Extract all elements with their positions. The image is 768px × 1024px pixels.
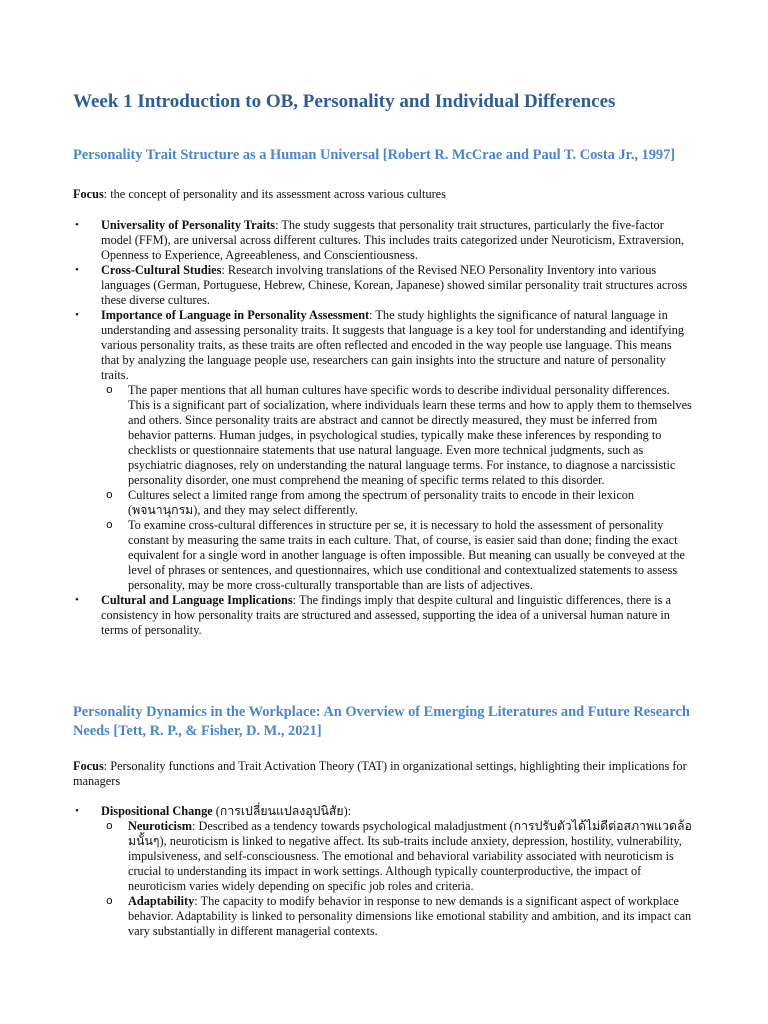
focus-line: Focus: Personality functions and Trait Activation Theory (TAT) in organizational settings, highlighting their implications for managers bbox=[73, 759, 687, 788]
sub-bullet-list bbox=[101, 383, 693, 593]
list-item: • Cultural and Language Implications: The findings imply that despite cultural and linguistic differences, there is a consistency in how personality traits are structured and assessed, supporting the idea of a universal human nature in terms of personality. bbox=[75, 593, 671, 637]
sub-list-item: o Adaptability: The capacity to modify behavior in response to new demands is a significant aspect of workplace behavior. Adaptability is linked to personality dimensions like emotional stability and ambition, and its impact can vary substantially in different managerial contexts. bbox=[106, 894, 692, 938]
sub-list-item: o Cultures select a limited range from among the spectrum of personality traits to encode in their lexicon (พจนานุกรม), and they may select differently. bbox=[106, 488, 635, 517]
section-mccrae-costa bbox=[73, 146, 693, 638]
section-heading: Personality Dynamics in the Workplace: An Overview of Emerging Literatures and Future Research Needs [Tett, R. P., & Fisher, D. M., 2021] bbox=[73, 704, 690, 739]
circle-bullet-icon: o bbox=[106, 894, 113, 907]
bullet-list bbox=[73, 804, 693, 939]
bullet-icon: • bbox=[75, 805, 79, 817]
list-item: • Importance of Language in Personality Assessment: The study highlights the significance of natural language in understanding and assessing personality traits. It suggests that language is a key tool for understanding and identifying various personality traits, as these traits are often reflected and encoded in the way people use language. This means that by analyzing the language people use, researchers can gain insights into the structure and nature of personality traits. o The paper mentions that all human cultures have specific words to describe individual personality differences. This is a significant part of socialization, where individuals learn these terms and how to apply them to themselves and others. Since personality traits are abstract and cannot be directly measured, they must be inferred from behavior patterns. Human judges, in psychological studies, typically make these inferences by responding to checklists or questionnaire statements that use natural language. Even more technical judgments, such as psychiatric diagnoses, rely on understanding the natural language terms. For instance, to diagnose a narcissistic personality disorder, one must comprehend the meaning of specific terms related to this disorder. o Cultures select a limited range from among the spectrum of personality traits to encode in their lexicon (พจนานุกรม), and they may select differently. o To examine cross-cultural differences in structure per se, it is necessary to hold the assessment of personality constant by measuring the same traits in each culture. That, of course, is easier said than done; finding the exact equivalent for a single word in another language is often impossible. But meaning can usually be conveyed at the level of phrases or sentences, and questionnaires, which use conditional and contextualized statements to assess personality, may be more cross-culturally transportable than are lists of adjectives. bbox=[75, 308, 692, 592]
page-title: Week 1 Introduction to OB, Personality and Individual Differences bbox=[73, 91, 616, 112]
bullet-icon: • bbox=[75, 594, 79, 606]
bullet-icon: • bbox=[75, 219, 79, 231]
sub-list-item: o The paper mentions that all human cultures have specific words to describe individual personality differences. This is a significant part of socialization, where individuals learn these terms and how to apply them to themselves and others. Since personality traits are abstract and cannot be directly measured, they must be inferred from behavior patterns. Human judges, in psychological studies, typically make these inferences by responding to checklists or questionnaire statements that use natural language. Even more technical judgments, such as psychiatric diagnoses, rely on understanding the natural language terms. For instance, to diagnose a narcissistic personality disorder, one must comprehend the meaning of specific terms related to this disorder. bbox=[106, 383, 692, 487]
section-tett-fisher bbox=[73, 703, 693, 939]
bullet-icon: • bbox=[75, 264, 79, 276]
sub-list-item: o To examine cross-cultural differences in structure per se, it is necessary to hold the assessment of personality constant by measuring the same traits in each culture. That, of course, is easier said than done; finding the exact equivalent for a single word in another language is often impossible. But meaning can usually be conveyed at the level of phrases or sentences, and questionnaires, which use conditional and contextualized statements to assess personality, may be more cross-culturally transportable than are lists of adjectives. bbox=[106, 518, 685, 592]
section-heading: Personality Trait Structure as a Human Universal [Robert R. McCrae and Paul T. Costa Jr., 1997] bbox=[73, 147, 676, 163]
sub-bullet-list bbox=[101, 819, 693, 939]
circle-bullet-icon: o bbox=[106, 488, 113, 501]
sub-list-item: o Neuroticism: Described as a tendency towards psychological maladjustment (การปรับตัวได้ไม่ดีต่อสภาพแวดล้อมนั้นๆ), neuroticism is linked to negative affect. Its sub-traits include anxiety, depression, hostility, vulnerability, impulsiveness, and self-consciousness. The emotional and behavioral variability associated with neuroticism is crucial to understanding its impact in work settings. Although typically counterproductive, the impact of neuroticism varies widely depending on specific job roles and criteria. bbox=[106, 819, 692, 893]
focus-line: Focus: the concept of personality and its assessment across various cultures bbox=[73, 187, 446, 201]
circle-bullet-icon: o bbox=[106, 518, 113, 531]
circle-bullet-icon: o bbox=[106, 819, 113, 832]
bullet-list bbox=[73, 218, 693, 638]
bullet-icon: • bbox=[75, 309, 79, 321]
circle-bullet-icon: o bbox=[106, 383, 113, 396]
list-item: • Dispositional Change (การเปลี่ยนแปลงอุปนิสัย): o Neuroticism: Described as a tendency towards psychological maladjustment (การปรับตัวได้ไม่ดีต่อสภาพแวดล้อมนั้นๆ), neuroticism is linked to negative affect. Its sub-traits include anxiety, depression, hostility, vulnerability, impulsiveness, and self-consciousness. The emotional and behavioral variability associated with neuroticism is crucial to understanding its impact in work settings. Although typically counterproductive, the impact of neuroticism varies widely depending on specific job roles and criteria. o Adaptability: The capacity to modify behavior in response to new demands is a significant aspect of workplace behavior. Adaptability is linked to personality dimensions like emotional stability and ambition, and its impact can vary substantially in different managerial contexts. bbox=[75, 804, 692, 938]
list-item: • Universality of Personality Traits: The study suggests that personality trait structures, particularly the five-factor model (FFM), are universal across different cultures. This includes traits categorized under Neuroticism, Extraversion, Openness to Experience, Agreeableness, and Conscientiousness. bbox=[75, 218, 685, 262]
list-item: • Cross-Cultural Studies: Research involving translations of the Revised NEO Personality Inventory into various languages (German, Portuguese, Hebrew, Chinese, Korean, Japanese) showed similar personality trait structures across these diverse cultures. bbox=[75, 263, 688, 307]
